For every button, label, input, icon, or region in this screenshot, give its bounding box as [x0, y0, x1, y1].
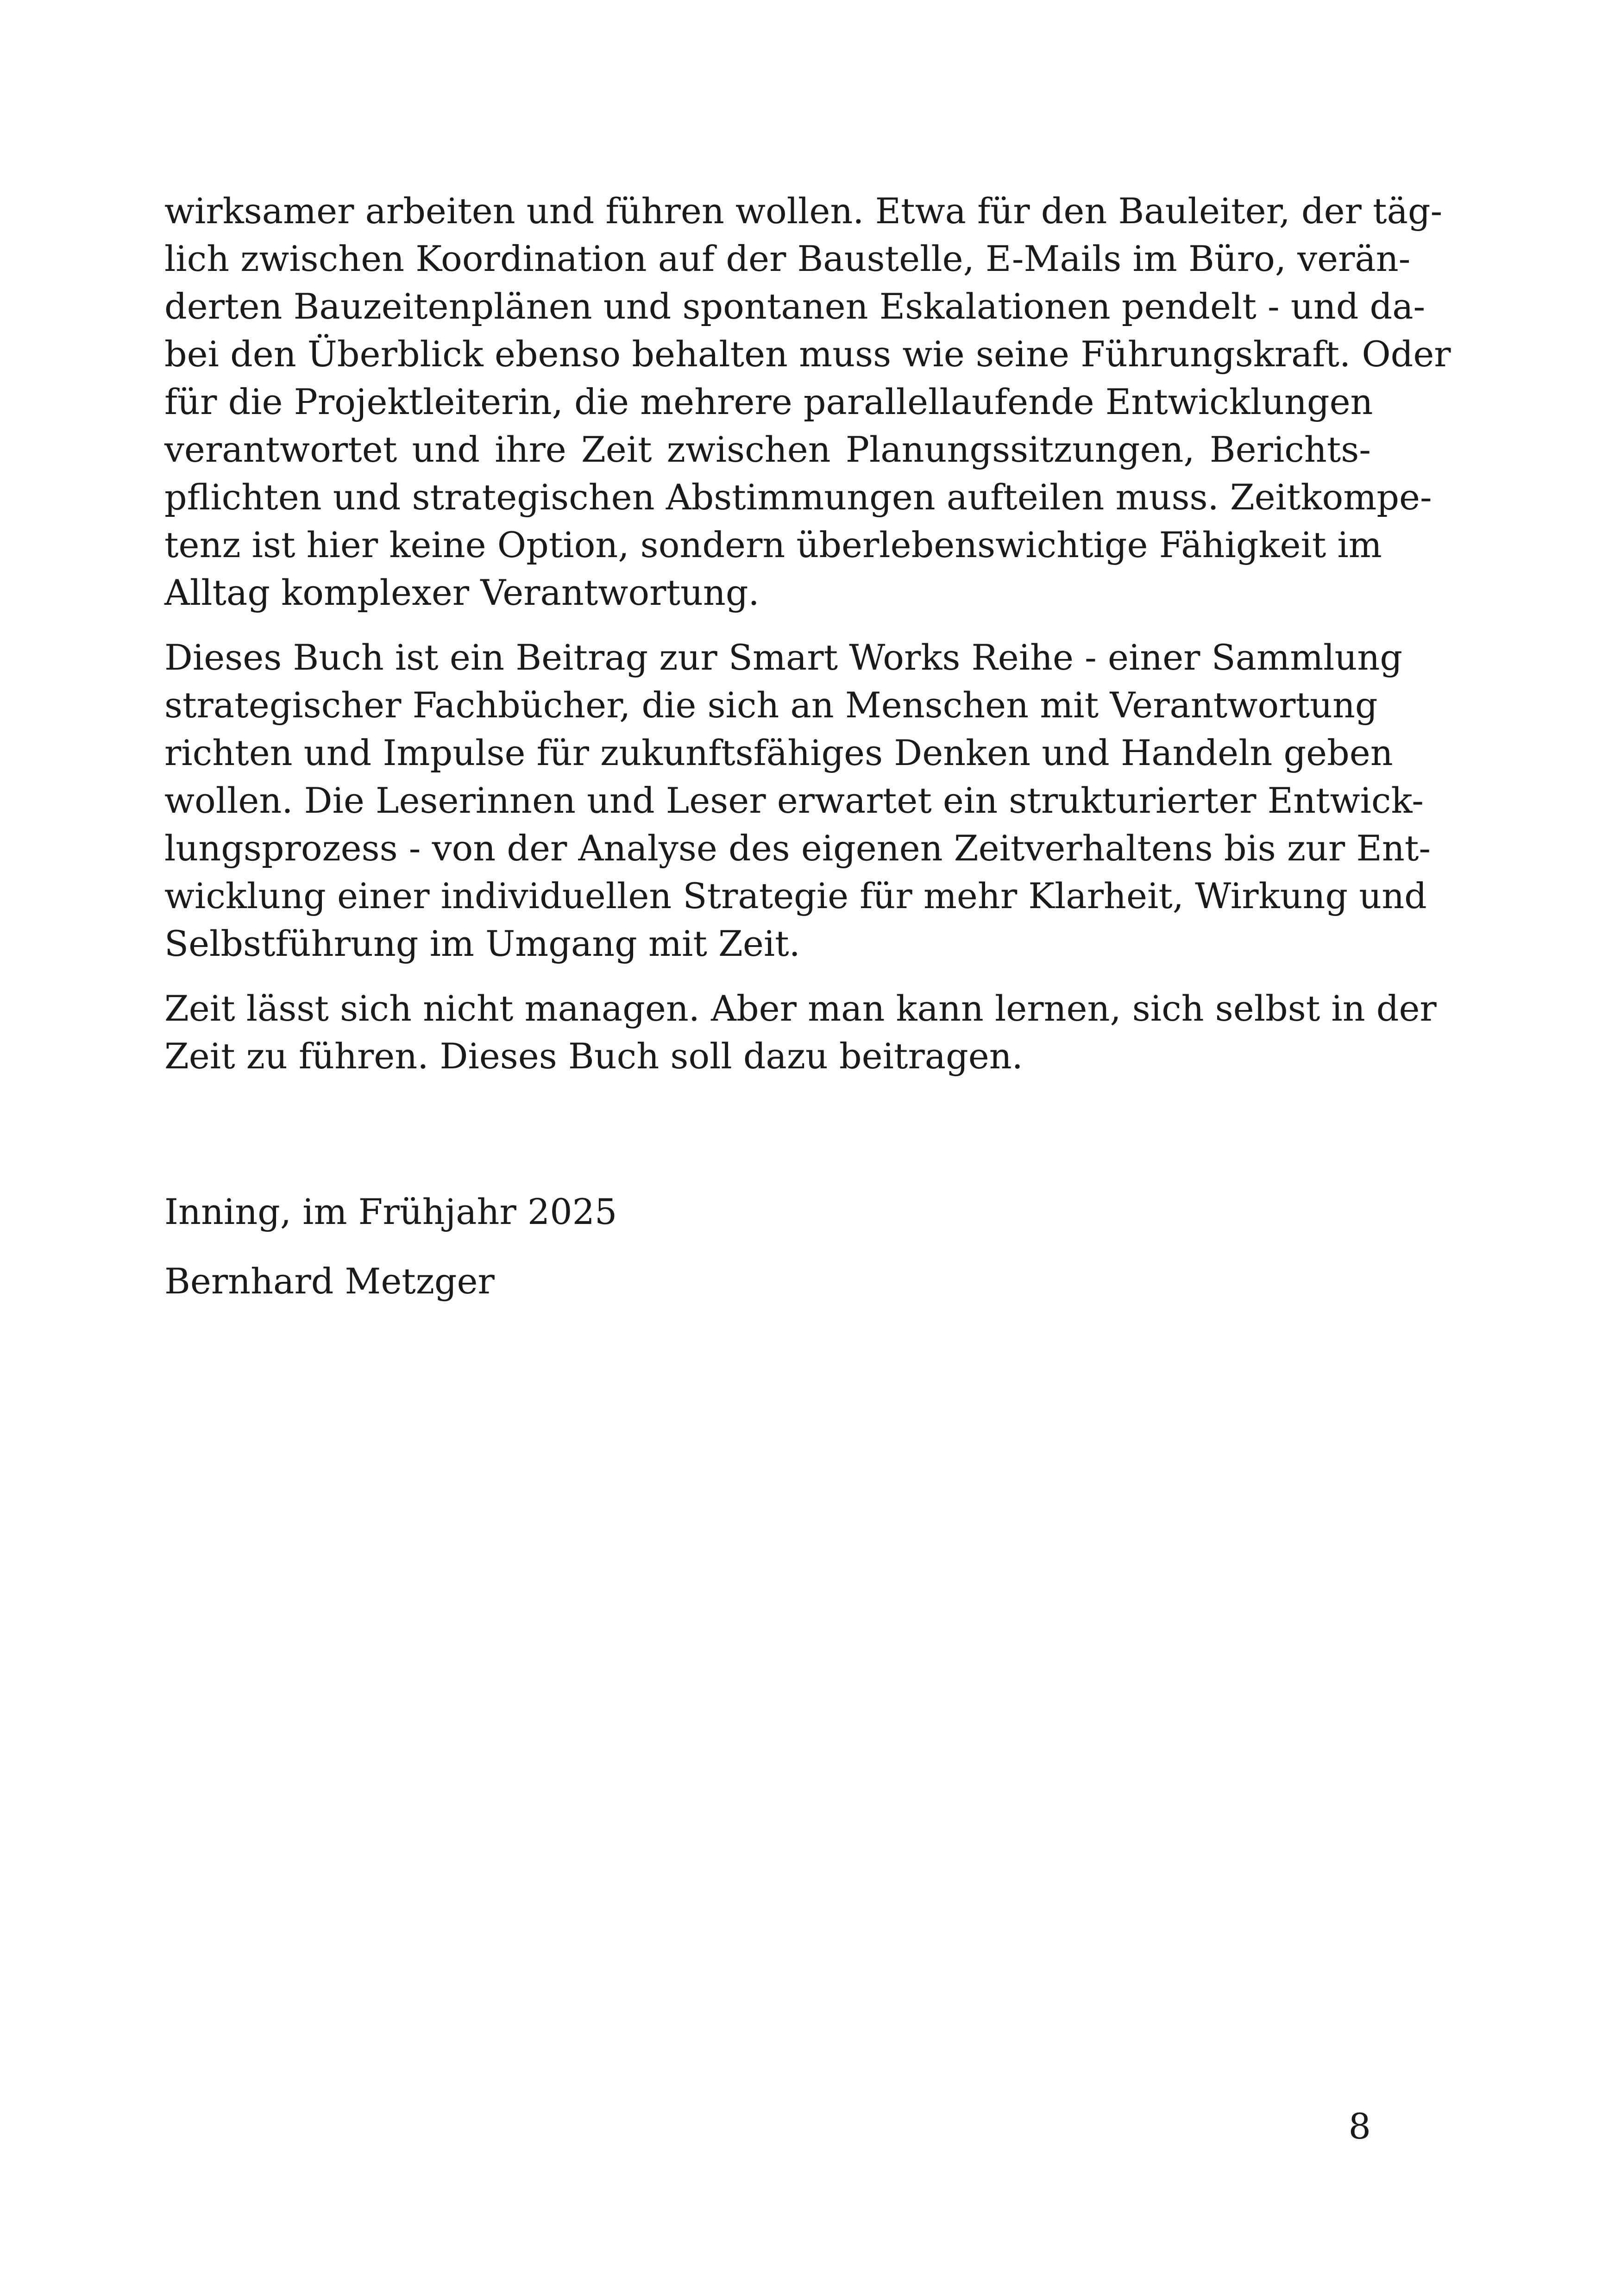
text-line: Dieses Buch ist ein Beitrag zur Smart Works Reihe - einer Sammlung [164, 637, 1403, 678]
text-line: derten Bauzeitenplänen und spontanen Eskalationen pendelt - und da- [164, 286, 1426, 327]
signature-place-date: Inning, im Frühjahr 2025 [164, 1191, 617, 1232]
paragraph-2 [164, 634, 1431, 967]
text-line: pflichten und strategischen Abstimmungen aufteilen muss. Zeitkompe- [164, 477, 1432, 518]
text-line: wicklung einer individuellen Strategie für mehr Klarheit, Wirkung und [164, 875, 1427, 916]
text-line: richten und Impulse für zukunftsfähiges Denken und Handeln geben [164, 732, 1393, 773]
text-line: lungsprozess - von der Analyse des eigenen Zeitverhaltens bis zur Ent- [164, 828, 1431, 869]
text-line: Selbstführung im Umgang mit Zeit. [164, 923, 800, 964]
text-line: Zeit zu führen. Dieses Buch soll dazu beitragen. [164, 1035, 1023, 1077]
text-line: Zeit lässt sich nicht managen. Aber man kann lernen, sich selbst in der [164, 988, 1437, 1029]
text-line: für die Projektleiterin, die mehrere parallellaufende Entwicklungen [164, 381, 1373, 422]
paragraph-3 [164, 985, 1437, 1080]
text-line: tenz ist hier keine Option, sondern überlebenswichtige Fähigkeit im [164, 524, 1382, 565]
page-number: 8 [1348, 2106, 1371, 2147]
body-text [164, 187, 1451, 1080]
text-line: verantwortet und ihre Zeit zwischen Planungssitzungen, Berichts- [164, 429, 1371, 470]
text-line: Alltag komplexer Verantwortung. [164, 572, 760, 613]
text-line: lich zwischen Koordination auf der Baustelle, E-Mails im Büro, verän- [164, 238, 1411, 279]
text-line: wollen. Die Leserinnen und Leser erwartet ein strukturierter Entwick- [164, 780, 1424, 821]
text-line: wirksamer arbeiten und führen wollen. Etwa für den Bauleiter, der täg- [164, 190, 1443, 232]
signature-author: Bernhard Metzger [164, 1261, 495, 1302]
paragraph-1 [164, 187, 1451, 616]
text-line: strategischer Fachbücher, die sich an Menschen mit Verantwortung [164, 684, 1378, 726]
text-line: bei den Überblick ebenso behalten muss wie seine Führungskraft. Oder [164, 333, 1451, 375]
